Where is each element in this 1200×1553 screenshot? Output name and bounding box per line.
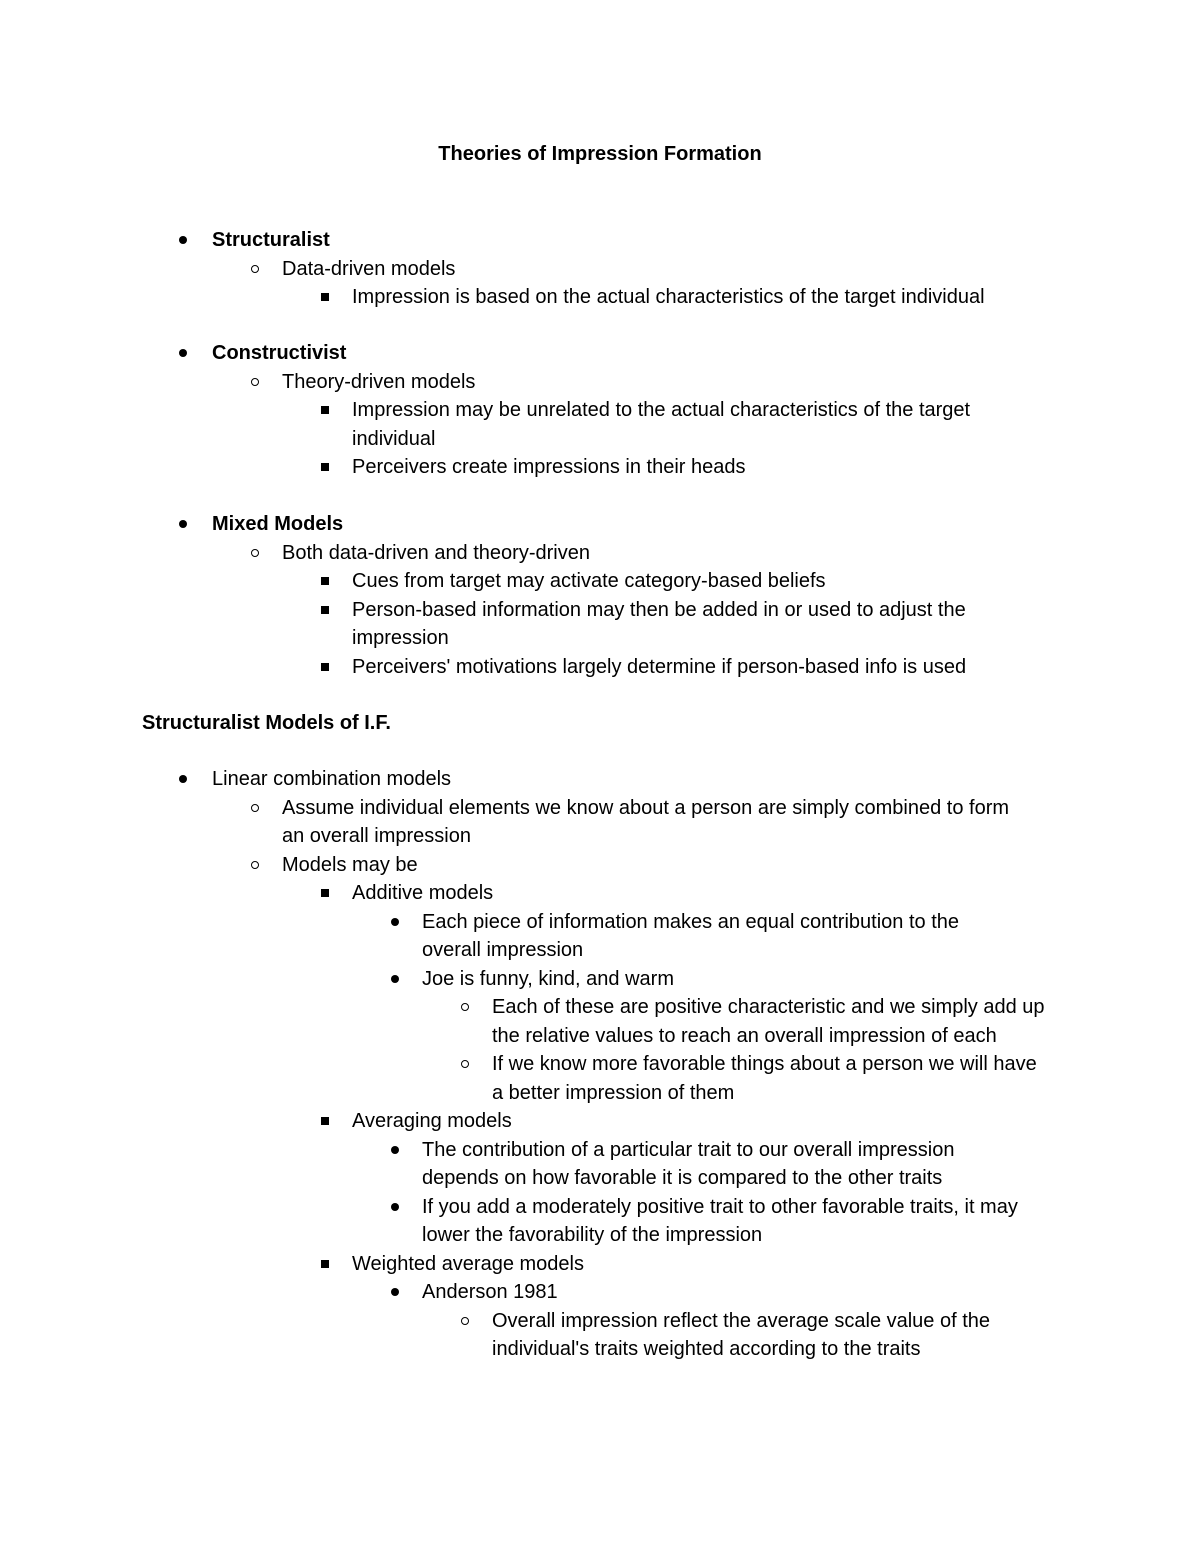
bullet-circle-icon bbox=[458, 1307, 472, 1336]
bullet-dot-icon bbox=[388, 1136, 402, 1165]
list-item-label: Data-driven models bbox=[282, 257, 456, 280]
list-item-label: Linear combination models bbox=[212, 768, 452, 790]
list-item bbox=[282, 567, 1032, 596]
bullet-square-icon bbox=[318, 453, 332, 482]
list-item bbox=[282, 879, 1045, 1107]
list-item-label: Weighted average models bbox=[352, 1252, 584, 1275]
page-title: Theories of Impression Formation bbox=[438, 143, 762, 165]
list-item bbox=[212, 851, 1045, 1364]
list-item bbox=[212, 794, 1032, 851]
list-item-label: Impression may be unrelated to the actual characteristics of the target individual bbox=[352, 399, 971, 450]
list-item bbox=[282, 1107, 1032, 1250]
list-item-label: Perceivers create impressions in their heads bbox=[352, 456, 746, 478]
bullet-circle-icon bbox=[458, 993, 472, 1022]
list-item bbox=[0, 339, 1032, 482]
list-item-label: Additive models bbox=[352, 882, 494, 904]
linear-models-block bbox=[0, 765, 1200, 1364]
bullet-dot-icon bbox=[176, 226, 190, 255]
list-item-label: Person-based information may then be added in or used to adjust the impression bbox=[352, 598, 966, 649]
list-item-label: Constructivist bbox=[212, 342, 347, 364]
bullet-circle-icon bbox=[458, 1050, 472, 1079]
list-item-label: Overall impression reflect the average scale value of the individual's traits weighted according to the traits bbox=[492, 1309, 991, 1360]
list-item-label: Anderson 1981 bbox=[422, 1281, 558, 1303]
bullet-circle-icon bbox=[248, 794, 262, 823]
constructivist-block bbox=[0, 339, 1200, 482]
bullet-square-icon bbox=[318, 879, 332, 908]
list-item bbox=[352, 965, 1045, 1108]
list-item bbox=[352, 1193, 1032, 1250]
list-item-label: Structuralist bbox=[212, 229, 330, 251]
list-item bbox=[422, 993, 1045, 1050]
bullet-square-icon bbox=[318, 283, 332, 312]
list-item bbox=[282, 596, 1032, 653]
bullet-square-icon bbox=[318, 1107, 332, 1136]
bullet-dot-icon bbox=[388, 1278, 402, 1307]
bullet-circle-icon bbox=[248, 255, 262, 284]
list-item-label: Perceivers' motivations largely determine if person-based info is used bbox=[352, 655, 967, 678]
bullet-square-icon bbox=[318, 567, 332, 596]
list-item bbox=[0, 765, 1045, 1364]
bullet-dot-icon bbox=[388, 965, 402, 994]
bullet-square-icon bbox=[318, 396, 332, 425]
list-item-label: Both data-driven and theory-driven bbox=[282, 541, 590, 564]
list-item-label: Assume individual elements we know about a person are simply combined to form an overall impression bbox=[282, 796, 1010, 847]
bullet-square-icon bbox=[318, 1250, 332, 1279]
bullet-circle-icon bbox=[248, 368, 262, 397]
list-item bbox=[282, 653, 1032, 682]
list-item-label: Joe is funny, kind, and warm bbox=[422, 967, 674, 990]
bullet-circle-icon bbox=[248, 539, 262, 568]
list-item-label: Mixed Models bbox=[212, 513, 344, 535]
structuralist-block bbox=[0, 226, 1200, 312]
list-item-label: The contribution of a particular trait to our overall impression depends on how favorable it is compared to the other traits bbox=[422, 1138, 955, 1189]
bullet-dot-icon bbox=[388, 908, 402, 937]
list-item-label: Averaging models bbox=[352, 1110, 512, 1132]
bullet-square-icon bbox=[318, 596, 332, 625]
list-item bbox=[212, 539, 1032, 682]
list-item bbox=[352, 908, 1032, 965]
list-item bbox=[0, 510, 1032, 681]
list-item-label: Each piece of information makes an equal contribution to the overall impression bbox=[422, 910, 959, 961]
list-item-label: Each of these are positive characteristic and we simply add up the relative values to reach an overall impression of each bbox=[492, 996, 1045, 1047]
bullet-dot-icon bbox=[388, 1193, 402, 1222]
list-item-label: Impression is based on the actual characteristics of the target individual bbox=[352, 286, 985, 308]
list-item bbox=[352, 1278, 1032, 1364]
bullet-dot-icon bbox=[176, 765, 190, 794]
list-item-label: If we know more favorable things about a person we will have a better impression of them bbox=[492, 1053, 1037, 1104]
list-item bbox=[282, 1250, 1032, 1364]
bullet-circle-icon bbox=[248, 851, 262, 880]
list-item-label: Cues from target may activate category-based beliefs bbox=[352, 570, 826, 592]
bullet-dot-icon bbox=[176, 339, 190, 368]
list-item-label: Models may be bbox=[282, 853, 418, 876]
list-item bbox=[352, 1136, 1032, 1193]
list-item bbox=[422, 1307, 1032, 1364]
list-item bbox=[422, 1050, 1037, 1107]
mixed-models-block bbox=[0, 510, 1200, 681]
list-item bbox=[282, 396, 1032, 453]
list-item bbox=[282, 283, 1032, 312]
bullet-square-icon bbox=[318, 653, 332, 682]
list-item-label: If you add a moderately positive trait to other favorable traits, it may lower the favorability of the impression bbox=[422, 1195, 1018, 1246]
list-item bbox=[212, 255, 1032, 312]
list-item-label: Theory-driven models bbox=[282, 370, 476, 393]
list-item bbox=[212, 368, 1032, 482]
section-heading: Structuralist Models of I.F. bbox=[142, 712, 391, 734]
bullet-dot-icon bbox=[176, 510, 190, 539]
list-item bbox=[282, 453, 1032, 482]
list-item bbox=[0, 226, 1032, 312]
